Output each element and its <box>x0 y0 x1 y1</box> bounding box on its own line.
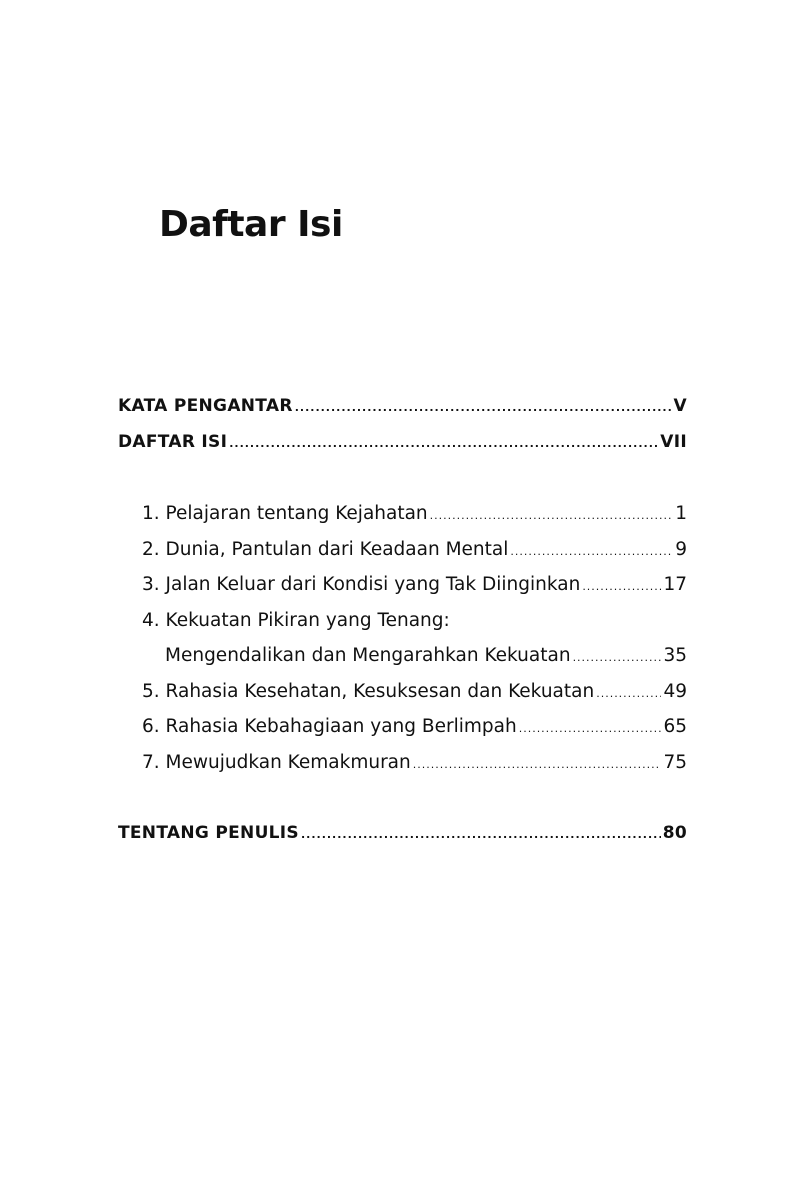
toc-entry-chapter-7[interactable] <box>118 745 687 781</box>
toc-entry-page: 1 <box>675 503 687 524</box>
toc-entry-chapter-2[interactable] <box>118 532 687 568</box>
toc-entry-label: 3. Jalan Keluar dari Kondisi yang Tak Diinginkan <box>142 574 581 595</box>
toc-entry-label: 6. Rahasia Kebahagiaan yang Berlimpah <box>142 716 517 737</box>
toc-entry-page: 9 <box>675 538 687 560</box>
toc-entry-chapter-5[interactable] <box>118 674 687 710</box>
toc-entry-label: 1. Pelajaran tentang Kejahatan <box>142 503 428 524</box>
toc-entry-label: 4. Kekuatan Pikiran yang Tenang: <box>142 609 450 631</box>
dot-leader <box>573 640 662 676</box>
toc-entry-label: KATA PENGANTAR <box>118 396 293 416</box>
toc-entry-page: 65 <box>663 716 687 737</box>
toc-entry-page: 35 <box>663 645 687 666</box>
toc-entry-chapter-1[interactable] <box>118 496 687 532</box>
toc-entry-kata-pengantar[interactable] <box>118 389 687 425</box>
toc-entry-label: TENTANG PENULIS <box>118 823 299 843</box>
toc-entry-page: VII <box>660 431 687 452</box>
toc-entry-label-continued: Mengendalikan dan Mengarahkan Kekuatan <box>165 645 571 666</box>
spacer <box>118 460 687 496</box>
toc-entry-page: V <box>673 396 687 416</box>
toc-entry-chapter-4-continued[interactable] <box>118 638 687 674</box>
page-title: Daftar Isi <box>159 204 343 245</box>
dot-leader <box>301 817 661 853</box>
dot-leader <box>596 676 661 712</box>
toc-entry-chapter-4[interactable] <box>118 603 687 639</box>
dot-leader <box>295 390 672 426</box>
toc-entry-chapter-6[interactable] <box>118 709 687 745</box>
dot-leader <box>582 569 661 605</box>
toc-entry-label: DAFTAR ISI <box>118 431 228 452</box>
toc-entry-page: 75 <box>663 751 687 773</box>
toc-entry-page: 80 <box>662 823 687 843</box>
dot-leader <box>510 534 673 570</box>
toc-entry-page: 49 <box>663 680 687 702</box>
dot-leader <box>413 747 662 783</box>
toc-entry-tentang-penulis[interactable] <box>118 816 687 852</box>
toc-entry-page: 17 <box>663 574 687 595</box>
toc-entry-daftar-isi[interactable] <box>118 425 687 461</box>
toc-entry-label: 7. Mewujudkan Kemakmuran <box>142 751 411 773</box>
toc-entry-label: 2. Dunia, Pantulan dari Keadaan Mental <box>142 538 509 560</box>
toc-entry-chapter-3[interactable] <box>118 567 687 603</box>
dot-leader <box>519 711 662 747</box>
dot-leader <box>229 426 658 462</box>
table-of-contents <box>118 389 687 852</box>
dot-leader <box>430 498 674 534</box>
toc-entry-label: 5. Rahasia Kesehatan, Kesuksesan dan Kekuatan <box>142 680 595 702</box>
spacer <box>118 780 687 816</box>
